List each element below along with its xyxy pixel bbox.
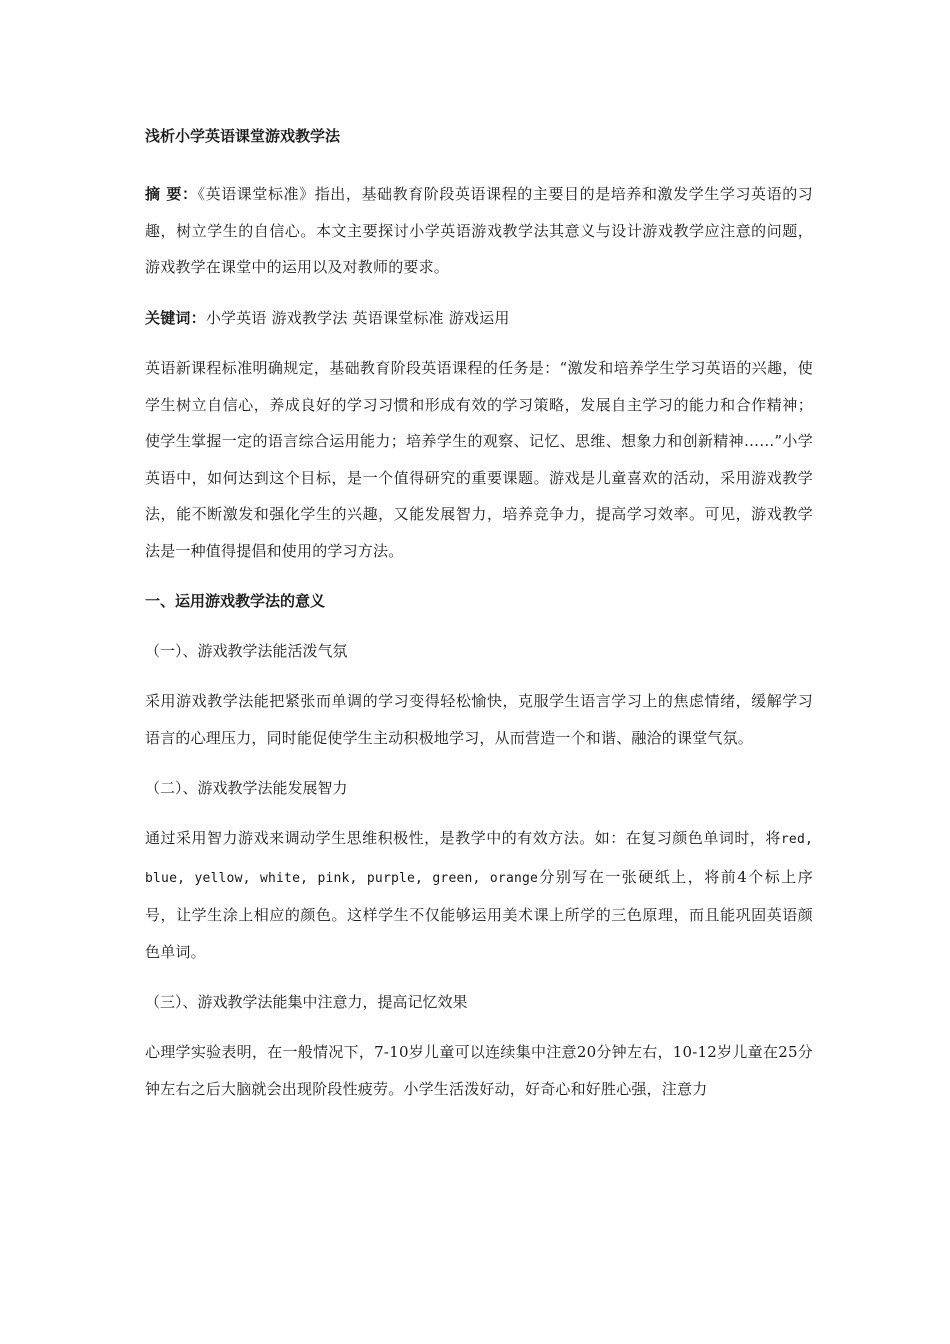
document-title: 浅析小学英语课堂游戏教学法 [145,127,341,145]
keywords-text: 小学英语 游戏教学法 英语课堂标准 游戏运用 [205,308,510,327]
sub-paragraph-1: 采用游戏教学法能把紧张而单调的学习变得轻松愉快，克服学生语言学习上的焦虑情绪，缓解学习语言的心理压力，同时能促使学生主动积极地学习，从而营造一个和谐、融洽的课堂气氛。 [145,692,813,747]
sub-heading-1: （一）、游戏教学法能活泼气氛 [145,642,348,660]
keywords-paragraph [145,300,813,337]
sub-paragraph-2-rest: 分别写在一张硬纸上，将前4个标上序号，让学生涂上相应的颜色。这样学生不仅能够运用美术课上所学的三色原理，而且能巩固英语颜色单词。 [145,867,813,961]
sub-heading-2: （二）、游戏教学法能发展智力 [145,779,348,797]
intro-paragraph: 英语新课程标准明确规定，基础教育阶段英语课程的任务是：“激发和培养学生学习英语的兴趣，使学生树立自信心，养成良好的学习习惯和形成有效的学习策略，发展自主学习的能力和合作精神；使学生掌握一定的语言综合运用能力；培养学生的观察、记忆、思维、想象力和创新精神……”小学英语中，如何达到这个目标，是一个值得研究的重要课题。游戏是儿童喜欢的活动，采用游戏教学法，能不断激发和强化学生的兴趣，又能发展智力，培养竞争力，提高学习效率。可见，游戏教学法是一种值得提倡和使用的学习方法。 [145,359,813,560]
sub-heading-3: （三）、游戏教学法能集中注意力，提高记忆效果 [145,993,468,1011]
abstract-text: 《英语课堂标准》指出，基础教育阶段英语课程的主要目的是培养和激发学生学习英语的习趣，树立学生的自信心。本文主要探讨小学英语游戏教学法其意义与设计游戏教学应注意的问题，游戏教学在课堂中的运用以及对教师的要求。 [145,185,813,276]
abstract-label: 摘 要： [145,185,198,203]
document-page [145,124,813,1121]
abstract-paragraph [145,176,813,286]
sub-paragraph-2-intro: 通过采用智力游戏来调动学生思维积极性，是教学中的有效方法。如：在复习颜色单词时，将 [145,829,781,847]
sub-paragraph-2 [145,820,813,970]
color-words: red, blue, yellow, white, pink, purple, green, orange [145,832,813,886]
sub-paragraph-3: 心理学实验表明，在一般情况下，7-10岁儿童可以连续集中注意20分钟左右，10-12岁儿童在25分钟左右之后大脑就会出现阶段性疲劳。小学生活泼好动，好奇心和好胜心强，注意力 [145,1043,813,1098]
section-heading-1: 一、运用游戏教学法的意义 [145,592,326,610]
keywords-label: 关键词： [145,308,206,327]
